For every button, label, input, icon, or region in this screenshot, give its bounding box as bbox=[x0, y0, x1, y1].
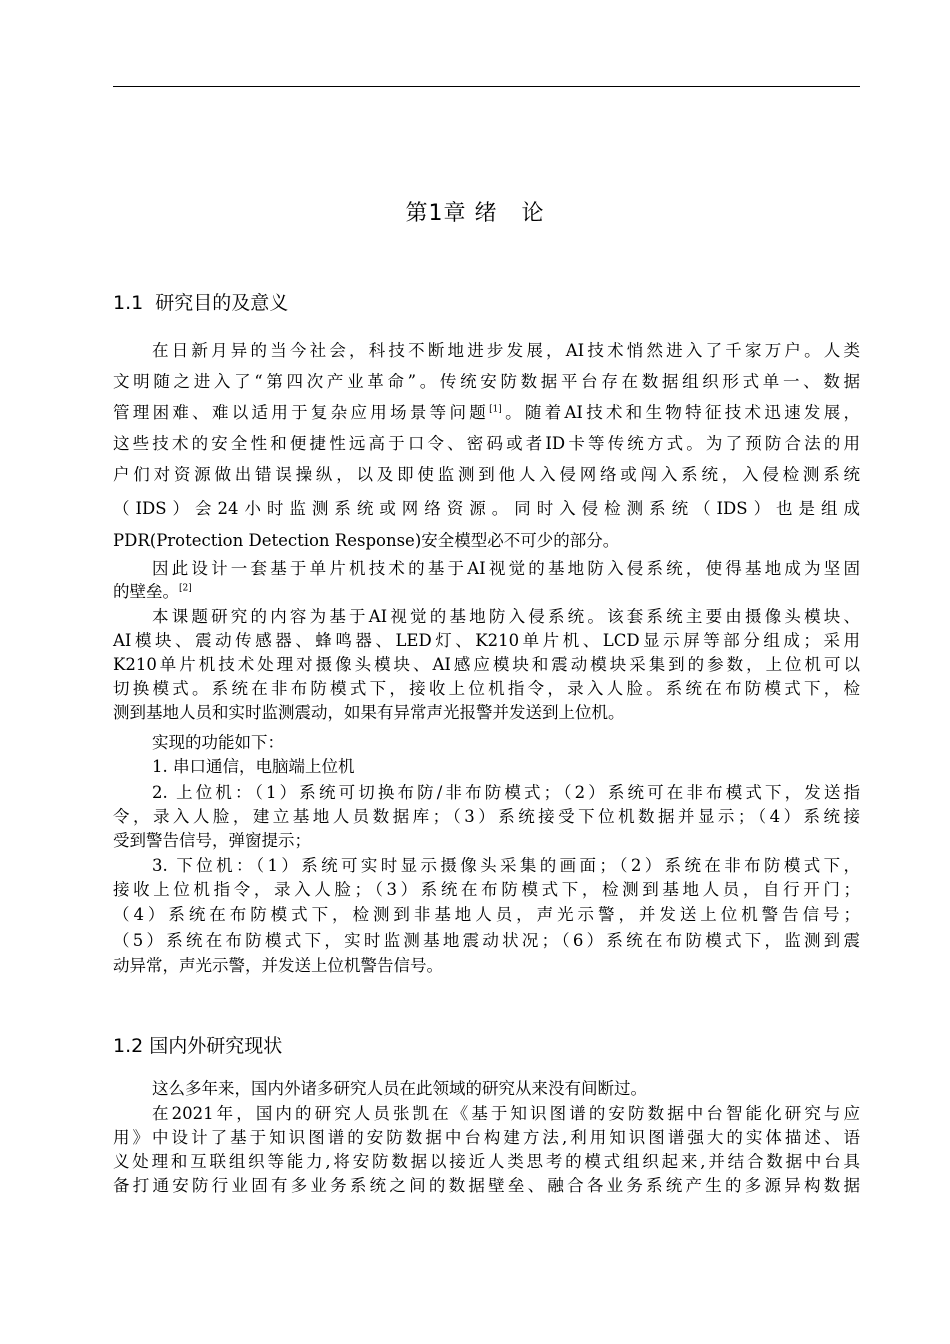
paragraph-line: 用》中设计了基于知识图谱的安防数据中台构建方法,利用知识图谱强大的实体描述、语 bbox=[113, 1128, 860, 1147]
paragraph-line: 测到基地人员和实时监测震动，如果有异常声光报警并发送到上位机。 bbox=[113, 703, 625, 722]
paragraph-line: 实现的功能如下： bbox=[152, 733, 284, 752]
paragraph-line: PDR(Protection Detection Response)安全模型必不可少的部分。 bbox=[113, 531, 620, 550]
paragraph-line: K210单片机技术处理对摄像头模块、AI感应模块和震动模块采集到的参数，上位机可以 bbox=[113, 655, 860, 674]
paragraph-line: AI模块、震动传感器、蜂鸣器、LED灯、K210单片机、LCD显示屏等部分组成；采用 bbox=[113, 631, 860, 650]
paragraph-line: 切换模式。系统在非布防模式下，接收上位机指令，录入人脸。系统在布防模式下，检 bbox=[113, 679, 860, 698]
citation-1: [1] bbox=[489, 404, 502, 415]
list-item: 2. 上位机：（1）系统可切换布防/非布防模式；（2）系统可在非布模式下，发送指 bbox=[152, 783, 860, 802]
citation-2: [2] bbox=[179, 583, 192, 594]
paragraph-line: 管理困难、难以适用于复杂应用场景等问题[1]。随着AI技术和生物特征技术迅速发展， bbox=[113, 403, 861, 422]
paragraph-line: 在2021年，国内的研究人员张凯在《基于知识图谱的安防数据中台智能化研究与应 bbox=[152, 1104, 860, 1123]
section-title-1-2: 1.2 国内外研究现状 bbox=[113, 1035, 283, 1057]
list-item-line: 令，录入人脸，建立基地人员数据库；（3）系统接受下位机数据并显示；（4）系统接 bbox=[113, 807, 860, 826]
paragraph-line: 备打通安防行业固有多业务系统之间的数据壁垒、融合各业务系统产生的多源异构数据 bbox=[113, 1176, 860, 1195]
list-item: 3. 下位机：（1）系统可实时显示摄像头采集的画面；（2）系统在非布防模式下， bbox=[152, 856, 860, 875]
paragraph-line: 这些技术的安全性和便捷性远高于口令、密码或者ID卡等传统方式。为了预防合法的用 bbox=[113, 434, 860, 453]
paragraph-line: 因此设计一套基于单片机技术的基于AI视觉的基地防入侵系统，使得基地成为坚固 bbox=[152, 559, 860, 578]
paragraph-line: 义处理和互联组织等能力,将安防数据以接近人类思考的模式组织起来,并结合数据中台具 bbox=[113, 1152, 860, 1171]
chapter-title: 第1章 绪 论 bbox=[405, 201, 545, 226]
paragraph-line: （IDS）会24小时监测系统或网络资源。同时入侵检测系统（IDS）也是组成 bbox=[113, 499, 860, 518]
paragraph-line: 这么多年来，国内外诸多研究人员在此领域的研究从来没有间断过。 bbox=[152, 1079, 647, 1098]
list-item-line: 受到警告信号，弹窗提示； bbox=[113, 831, 311, 850]
paragraph-line: 文明随之进入了“第四次产业革命”。传统安防数据平台存在数据组织形式单一、数据 bbox=[113, 372, 860, 391]
paragraph-line: 在日新月异的当今社会，科技不断地进步发展，AI技术悄然进入了千家万户。人类 bbox=[152, 341, 860, 360]
header-rule bbox=[113, 86, 860, 87]
list-item-line: 动异常，声光示警，并发送上位机警告信号。 bbox=[113, 956, 443, 975]
paragraph-line: 户们对资源做出错误操纵，以及即使监测到他人入侵网络或闯入系统，入侵检测系统 bbox=[113, 465, 860, 484]
paragraph-line: 本课题研究的内容为基于AI视觉的基地防入侵系统。该套系统主要由摄像头模块、 bbox=[152, 607, 860, 626]
section-title-1-1: 1.1 研究目的及意义 bbox=[113, 292, 289, 314]
list-item-line: 接收上位机指令，录入人脸；（3）系统在布防模式下，检测到基地人员，自行开门； bbox=[113, 880, 860, 899]
list-item: 1. 串口通信，电脑端上位机 bbox=[152, 757, 355, 776]
paragraph-line: 的壁垒。[2] bbox=[113, 582, 192, 601]
list-item-line: （4）系统在布防模式下，检测到非基地人员，声光示警，并发送上位机警告信号； bbox=[113, 905, 860, 924]
list-item-line: （5）系统在布防模式下，实时监测基地震动状况；（6）系统在布防模式下，监测到震 bbox=[113, 931, 860, 950]
